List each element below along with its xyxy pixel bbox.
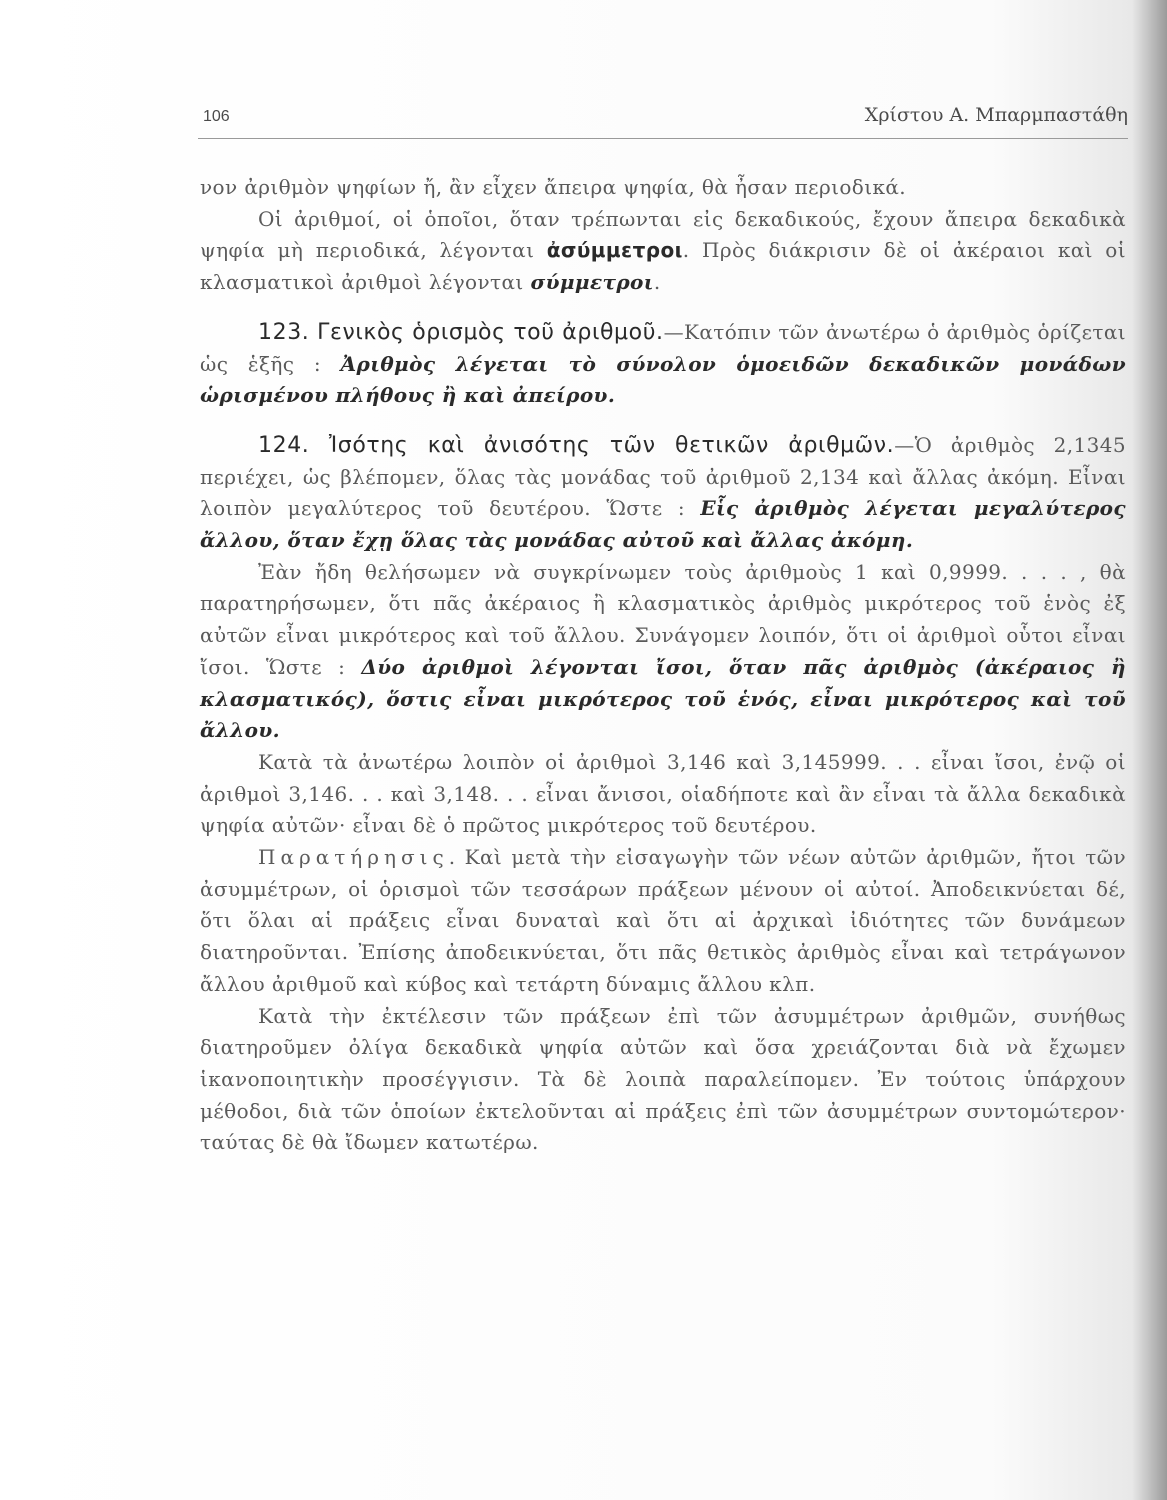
paragraph-text: Ἐὰν ἤδη θελήσωμεν νὰ συγκρίνωμεν τοὺς ἀριθμοὺς 1 καὶ 0,9999. . . . , θὰ παρατηρήσωμεν, ὅτι πᾶς ἀκέραιος ἢ κλασματικὸς ἀριθμὸς μικρότερος τοῦ ἑνὸς ἐξ αὐτῶν εἶναι μικρότερος καὶ τοῦ ἄλλου. Συνάγομεν λοιπόν, ὅτι οἱ ἀριθμοὶ οὗτοι εἶναι ἴσοι. Ὥστε :	[200, 559, 1126, 679]
definition-text: Εἷς ἀριθμὸς λέγεται μεγαλύτερος ἄλλου, ὅταν ἔχῃ ὅλας τὰς μονάδας αὐτοῦ καὶ ἄλλας ἀκόμη.	[200, 496, 1126, 553]
definition-text: Ἀριθμὸς λέγεται τὸ σύνολον ὁμοειδῶν δεκαδικῶν μονάδων ὡρισμένου πλήθους ἢ καὶ ἀπείρου.	[200, 351, 1126, 408]
remark-label: Παρατήρησις	[258, 845, 449, 870]
paragraph-text: —Κατόπιν τῶν ἀνωτέρω ὁ ἀριθμὸς ὁρίζεται ὡς ἑξῆς :	[200, 319, 1126, 376]
header-rule	[198, 138, 1128, 139]
page-header	[203, 104, 1128, 126]
paragraph-remark	[200, 842, 1126, 1001]
paragraph-equality	[200, 557, 1126, 747]
section-123	[200, 317, 1126, 412]
paragraph-asymmetric	[200, 204, 1126, 299]
definition-text: Δύο ἀριθμοὶ λέγονται ἴσοι, ὅταν πᾶς ἀριθμὸς (ἀκέραιος ἢ κλασματικός), ὅστις εἶναι μικρότερος τοῦ ἑνός, εἶναι μικρότερος καὶ τοῦ ἄλλου.	[200, 654, 1126, 743]
paragraph-operations	[200, 1001, 1126, 1160]
paragraph-examples	[200, 747, 1126, 842]
term-symmetric: σύμμετροι	[530, 270, 654, 295]
running-title: Χρίστου Α. Μπαρμπαστάθη	[864, 104, 1128, 126]
paragraph-text: —Ὁ ἀριθμὸς 2,1345 περιέχει, ὡς βλέπομεν, ὅλας τὰς μονάδας τοῦ ἀριθμοῦ 2,134 καὶ ἄλλας ἀκόμη. Εἶναι λοιπὸν μεγαλύτερος τοῦ δευτέρου. Ὥστε :	[200, 432, 1126, 521]
section-heading: 124. Ἰσότης καὶ ἀνισότης τῶν θετικῶν ἀριθμῶν.	[258, 432, 895, 458]
page-number: 106	[203, 108, 230, 125]
section-124	[200, 430, 1126, 557]
paragraph-text: . Καὶ μετὰ τὴν εἰσαγωγὴν τῶν νέων αὐτῶν ἀριθμῶν, ἤτοι τῶν ἀσυμμέτρων, οἱ ὁρισμοὶ τῶν τεσσάρων πράξεων μένουν οἱ αὐτοί. Ἀποδεικνύεται δέ, ὅτι ὅλαι αἱ πράξεις εἶναι δυναταὶ καὶ ὅτι αἱ ἀρχικαὶ ἰδιότητες τῶν δυνάμεων διατηροῦνται. Ἐπίσης ἀποδεικνύεται, ὅτι πᾶς θετικὸς ἀριθμὸς εἶναι καὶ τετράγωνον ἄλλου ἀριθμοῦ καὶ κύβος καὶ τετάρτη δύναμις ἄλλου κλπ.	[200, 845, 1126, 996]
paragraph-text: Οἱ ἀριθμοί, οἱ ὁποῖοι, ὅταν τρέπωνται εἰς δεκαδικούς, ἔχουν ἄπειρα δεκαδικὰ ψηφία μὴ περιοδικά, λέγονται	[200, 206, 1126, 263]
term-asymmetric: ἀσύμμετροι	[546, 238, 683, 263]
page-body	[200, 172, 1126, 1159]
paragraph-text: Κατὰ τὴν ἐκτέλεσιν τῶν πράξεων ἐπὶ τῶν ἀσυμμέτρων ἀριθμῶν, συνήθως διατηροῦμεν ὀλίγα δεκαδικὰ ψηφία αὐτῶν καὶ ὅσα χρειάζονται διὰ νὰ ἔχωμεν ἱκανοποιητικὴν προσέγγισιν. Τὰ δὲ λοιπὰ παραλείπομεν. Ἐν τούτοις ὑπάρχουν μέθοδοι, διὰ τῶν ὁποίων ἐκτελοῦνται αἱ πράξεις ἐπὶ τῶν ἀσυμμέτρων συντομώτερον· ταύτας δὲ θὰ ἴδωμεν κατωτέρω.	[200, 1003, 1126, 1155]
paragraph-text: .	[653, 270, 661, 295]
paragraph-text: Κατὰ τὰ ἀνωτέρω λοιπὸν οἱ ἀριθμοὶ 3,146 καὶ 3,145999. . . εἶναι ἴσοι, ἐνῷ οἱ ἀριθμοὶ 3,146. . . καὶ 3,148. . . εἶναι ἄνισοι, οἱαδήποτε καὶ ἂν εἶναι τὰ ἄλλα δεκαδικὰ ψηφία αὐτῶν· εἶναι δὲ ὁ πρῶτος μικρότερος τοῦ δευτέρου.	[200, 749, 1126, 838]
section-heading: 123. Γενικὸς ὁρισμὸς τοῦ ἀριθμοῦ.	[258, 319, 664, 345]
paragraph-text: νον ἀριθμὸν ψηφίων ἤ, ἂν εἶχεν ἄπειρα ψηφία, θὰ ἦσαν περιοδικά.	[200, 175, 907, 199]
paragraph-text: . Πρὸς διάκρισιν δὲ οἱ ἀκέραιοι καὶ οἱ κλασματικοὶ ἀριθμοὶ λέγονται	[200, 238, 1126, 295]
paragraph-continuation	[200, 172, 1126, 204]
